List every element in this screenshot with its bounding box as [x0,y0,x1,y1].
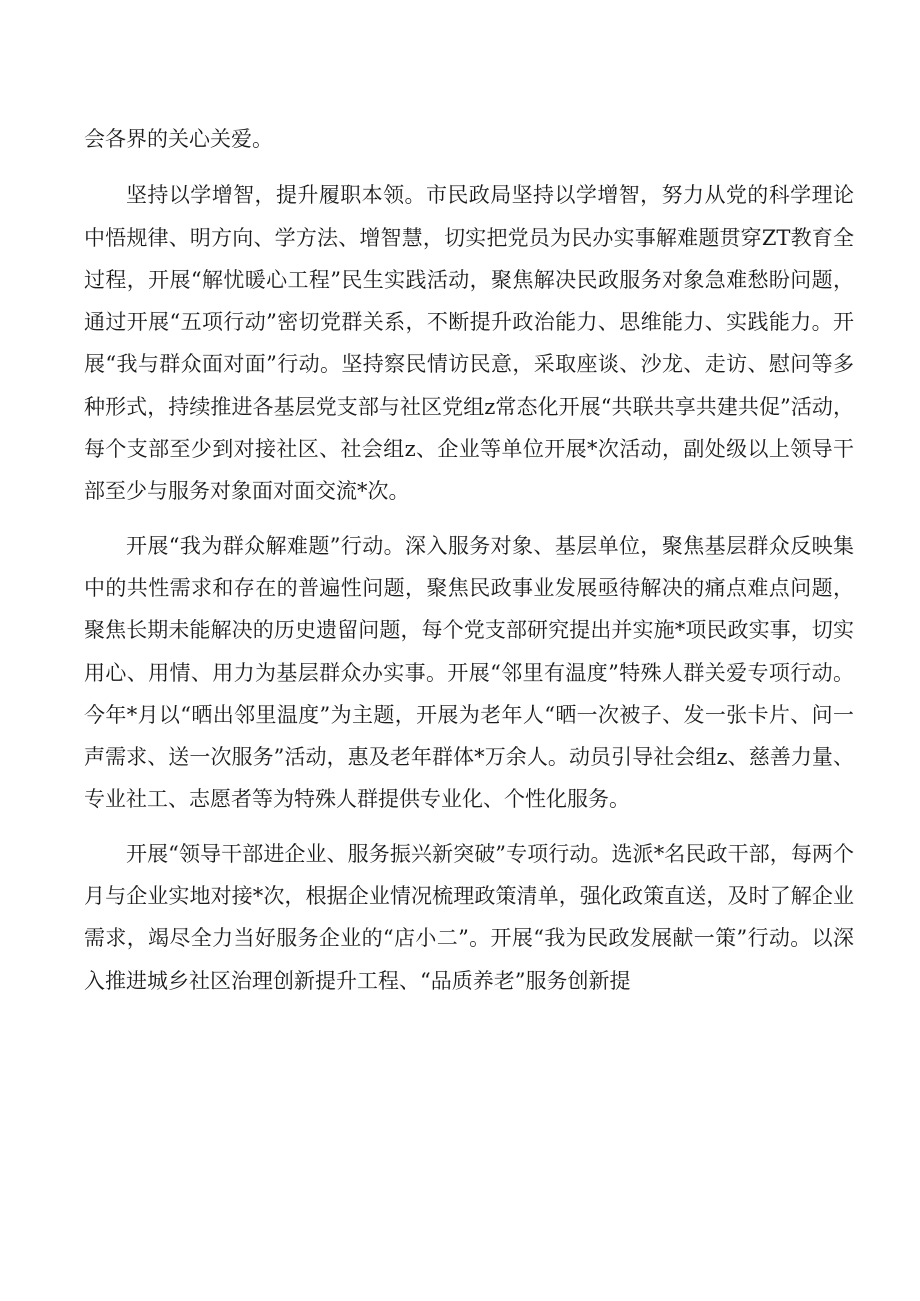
paragraph-continuation: 会各界的关心关爱。 [84,127,273,151]
paragraph-study-wisdom: 坚持以学增智，提升履职本领。市民政局坚持以学增智，努力从党的科学理论中悟规律、明方向、学方法、增智慧，切实把党员为民办实事解难题贯穿ZT教育全过程，开展“解忧暖心工程”民生实践活动，聚焦解决民政服务对象急难愁盼问题，通过开展“五项行动”密切党群关系，不断提升政治能力、思维能力、实践能力。开展“我与群众面对面”行动。坚持察民情访民意，采取座谈、沙龙、走访、慰问等多种形式，持续推进各基层党支部与社区党组z常态化开展“共联共享共建共促”活动，每个支部至少到对接社区、社会组z、企业等单位开展*次活动，副处级以上领导干部至少与服务对象面对面交流*次。 [84,183,854,504]
paragraph-enterprise-action: 开展“领导干部进企业、服务振兴新突破”专项行动。选派*名民政干部，每两个月与企业实地对接*次，根据企业情况梳理政策清单，强化政策直送，及时了解企业需求，竭尽全力当好服务企业的“店小二”。开展“我为民政发展献一策”行动。以深入推进城乡社区治理创新提升工程、“品质养老”服务创新提 [84,841,854,993]
document-body [84,118,854,1002]
paragraph-solve-problems: 开展“我为群众解难题”行动。深入服务对象、基层单位，聚焦基层群众反映集中的共性需求和存在的普遍性问题，聚焦民政事业发展亟待解决的痛点难点问题，聚焦长期未能解决的历史遗留问题，每个党支部研究提出并实施*项民政实事，切实用心、用情、用力为基层群众办实事。开展“邻里有温度”特殊人群关爱专项行动。今年*月以“晒出邻里温度”为主题，开展为老年人“晒一次被子、发一张卡片、问一声需求、送一次服务”活动，惠及老年群体*万余人。动员引导社会组z、慈善力量、专业社工、志愿者等为特殊人群提供专业化、个性化服务。 [84,533,854,812]
